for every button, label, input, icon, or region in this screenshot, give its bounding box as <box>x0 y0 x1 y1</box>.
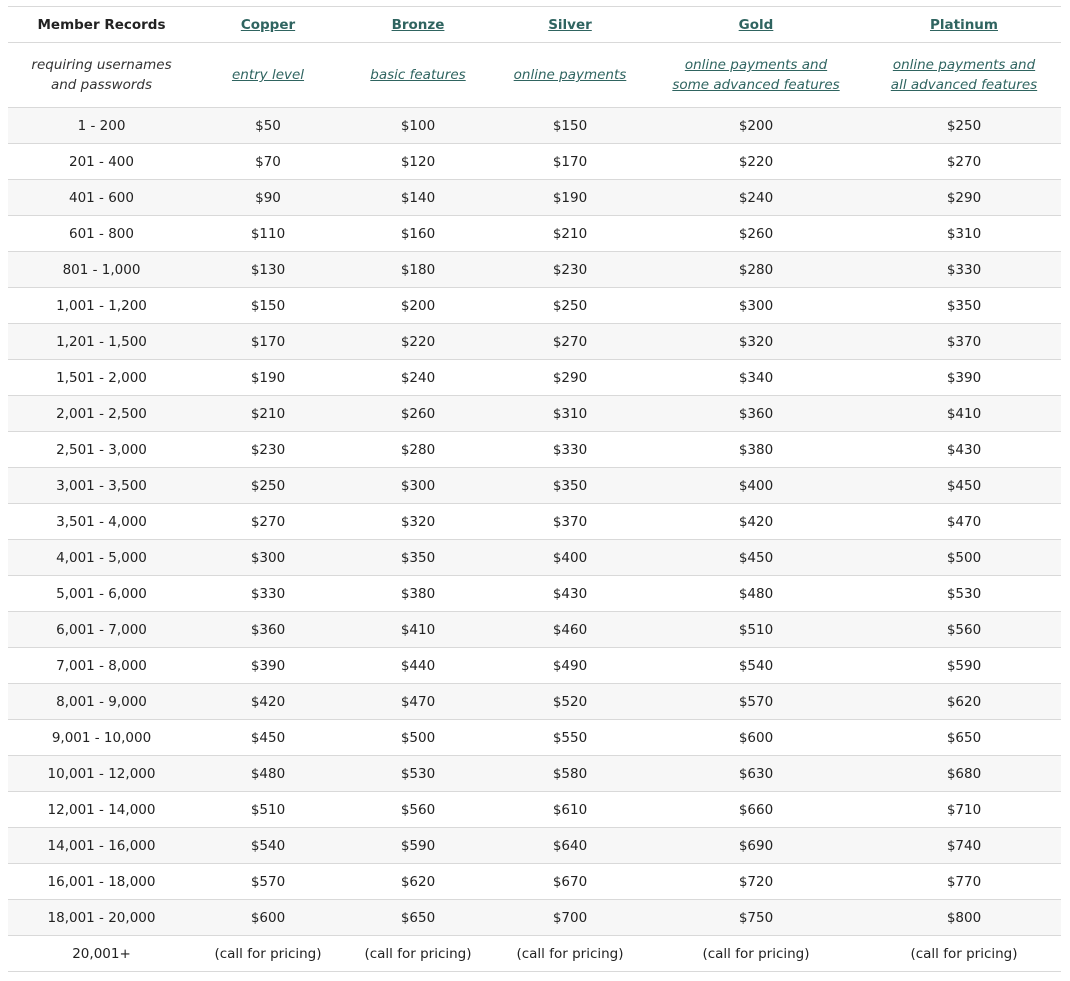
price-silver-cell: $330 <box>495 432 645 468</box>
table-row <box>8 468 1061 504</box>
price-copper-cell: $510 <box>195 792 341 828</box>
price-silver-cell: $640 <box>495 828 645 864</box>
price-copper-cell: $600 <box>195 900 341 936</box>
price-bronze-cell: (call for pricing) <box>341 936 495 972</box>
records-range-cell: 8,001 - 9,000 <box>8 684 195 720</box>
price-silver-cell: $610 <box>495 792 645 828</box>
price-bronze-cell: $160 <box>341 216 495 252</box>
price-bronze-cell: $560 <box>341 792 495 828</box>
table-row <box>8 720 1061 756</box>
price-gold-cell: $450 <box>645 540 867 576</box>
table-subheader-row <box>8 43 1061 108</box>
table-row <box>8 324 1061 360</box>
price-platinum-cell: $410 <box>867 396 1061 432</box>
tier-note-line: all advanced features <box>890 77 1038 93</box>
tier-note-silver[interactable] <box>514 65 627 85</box>
tier-header-copper <box>195 7 341 43</box>
price-gold-cell: (call for pricing) <box>645 936 867 972</box>
price-gold-cell: $540 <box>645 648 867 684</box>
tier-note-copper-cell <box>195 43 341 108</box>
price-gold-cell: $240 <box>645 180 867 216</box>
tier-note-line: online payments <box>513 67 627 83</box>
price-silver-cell: $520 <box>495 684 645 720</box>
records-range-cell: 4,001 - 5,000 <box>8 540 195 576</box>
records-range-cell: 601 - 800 <box>8 216 195 252</box>
table-row <box>8 684 1061 720</box>
price-silver-cell: $290 <box>495 360 645 396</box>
tier-note-line: online payments and <box>684 57 828 73</box>
price-copper-cell: $330 <box>195 576 341 612</box>
price-silver-cell: $580 <box>495 756 645 792</box>
price-copper-cell: $210 <box>195 396 341 432</box>
records-range-cell: 2,001 - 2,500 <box>8 396 195 432</box>
price-copper-cell: $90 <box>195 180 341 216</box>
tier-link-gold[interactable]: Gold <box>738 16 774 33</box>
price-platinum-cell: $710 <box>867 792 1061 828</box>
price-platinum-cell: $390 <box>867 360 1061 396</box>
price-copper-cell: $270 <box>195 504 341 540</box>
records-range-cell: 5,001 - 6,000 <box>8 576 195 612</box>
tier-link-silver[interactable]: Silver <box>548 16 592 33</box>
price-gold-cell: $480 <box>645 576 867 612</box>
price-gold-cell: $600 <box>645 720 867 756</box>
price-platinum-cell: $250 <box>867 108 1061 144</box>
price-platinum-cell: $590 <box>867 648 1061 684</box>
price-copper-cell: $420 <box>195 684 341 720</box>
price-bronze-cell: $470 <box>341 684 495 720</box>
table-header-row <box>8 7 1061 43</box>
price-bronze-cell: $300 <box>341 468 495 504</box>
price-silver-cell: $370 <box>495 504 645 540</box>
records-range-cell: 6,001 - 7,000 <box>8 612 195 648</box>
tier-note-bronze-cell <box>341 43 495 108</box>
price-copper-cell: $110 <box>195 216 341 252</box>
price-silver-cell: (call for pricing) <box>495 936 645 972</box>
tier-header-silver <box>495 7 645 43</box>
table-row <box>8 756 1061 792</box>
price-bronze-cell: $100 <box>341 108 495 144</box>
price-copper-cell: $230 <box>195 432 341 468</box>
price-platinum-cell: $290 <box>867 180 1061 216</box>
tier-link-copper[interactable]: Copper <box>240 16 296 33</box>
table-row <box>8 216 1061 252</box>
table-row <box>8 108 1061 144</box>
price-silver-cell: $700 <box>495 900 645 936</box>
price-gold-cell: $400 <box>645 468 867 504</box>
table-row <box>8 288 1061 324</box>
tier-link-bronze[interactable]: Bronze <box>391 16 445 33</box>
records-note-cell <box>8 43 195 108</box>
price-copper-cell: $570 <box>195 864 341 900</box>
table-row <box>8 504 1061 540</box>
price-silver-cell: $670 <box>495 864 645 900</box>
table-row <box>8 360 1061 396</box>
price-platinum-cell: $350 <box>867 288 1061 324</box>
table-row <box>8 144 1061 180</box>
table-row <box>8 576 1061 612</box>
price-gold-cell: $300 <box>645 288 867 324</box>
price-silver-cell: $490 <box>495 648 645 684</box>
price-silver-cell: $170 <box>495 144 645 180</box>
tier-note-line: online payments and <box>892 57 1036 73</box>
tier-note-line: basic features <box>370 67 466 83</box>
price-gold-cell: $200 <box>645 108 867 144</box>
price-gold-cell: $660 <box>645 792 867 828</box>
price-bronze-cell: $530 <box>341 756 495 792</box>
tier-link-platinum[interactable]: Platinum <box>929 16 998 33</box>
table-row <box>8 180 1061 216</box>
tier-note-bronze[interactable] <box>370 65 465 85</box>
records-range-cell: 1 - 200 <box>8 108 195 144</box>
table-row <box>8 252 1061 288</box>
price-copper-cell: $170 <box>195 324 341 360</box>
records-note <box>31 55 171 95</box>
price-bronze-cell: $410 <box>341 612 495 648</box>
price-silver-cell: $250 <box>495 288 645 324</box>
tier-note-line: some advanced features <box>672 77 840 93</box>
records-range-cell: 9,001 - 10,000 <box>8 720 195 756</box>
price-silver-cell: $310 <box>495 396 645 432</box>
price-platinum-cell: $740 <box>867 828 1061 864</box>
price-copper-cell: $70 <box>195 144 341 180</box>
records-note-line: requiring usernames <box>31 57 172 73</box>
price-bronze-cell: $320 <box>341 504 495 540</box>
price-copper-cell: $480 <box>195 756 341 792</box>
price-gold-cell: $320 <box>645 324 867 360</box>
price-platinum-cell: $500 <box>867 540 1061 576</box>
records-note-line: and passwords <box>50 77 153 93</box>
price-platinum-cell: $430 <box>867 432 1061 468</box>
records-range-cell: 801 - 1,000 <box>8 252 195 288</box>
records-range-cell: 1,001 - 1,200 <box>8 288 195 324</box>
tier-note-gold[interactable] <box>672 55 839 95</box>
price-silver-cell: $350 <box>495 468 645 504</box>
price-platinum-cell: (call for pricing) <box>867 936 1061 972</box>
price-bronze-cell: $440 <box>341 648 495 684</box>
records-range-cell: 401 - 600 <box>8 180 195 216</box>
price-bronze-cell: $140 <box>341 180 495 216</box>
price-bronze-cell: $500 <box>341 720 495 756</box>
price-bronze-cell: $350 <box>341 540 495 576</box>
table-row <box>8 432 1061 468</box>
price-silver-cell: $230 <box>495 252 645 288</box>
price-platinum-cell: $330 <box>867 252 1061 288</box>
price-bronze-cell: $260 <box>341 396 495 432</box>
price-platinum-cell: $270 <box>867 144 1061 180</box>
price-bronze-cell: $240 <box>341 360 495 396</box>
table-row <box>8 540 1061 576</box>
price-gold-cell: $220 <box>645 144 867 180</box>
price-bronze-cell: $620 <box>341 864 495 900</box>
tier-note-platinum[interactable] <box>891 55 1037 95</box>
table-row <box>8 828 1061 864</box>
price-platinum-cell: $370 <box>867 324 1061 360</box>
price-silver-cell: $430 <box>495 576 645 612</box>
price-bronze-cell: $590 <box>341 828 495 864</box>
price-platinum-cell: $800 <box>867 900 1061 936</box>
records-range-cell: 201 - 400 <box>8 144 195 180</box>
price-gold-cell: $750 <box>645 900 867 936</box>
tier-note-copper[interactable] <box>232 65 304 85</box>
price-gold-cell: $260 <box>645 216 867 252</box>
price-bronze-cell: $280 <box>341 432 495 468</box>
member-records-label: Member Records <box>37 16 166 33</box>
price-platinum-cell: $770 <box>867 864 1061 900</box>
tier-note-gold-cell <box>645 43 867 108</box>
records-range-cell: 3,001 - 3,500 <box>8 468 195 504</box>
price-gold-cell: $570 <box>645 684 867 720</box>
table-row <box>8 612 1061 648</box>
records-range-cell: 10,001 - 12,000 <box>8 756 195 792</box>
records-range-cell: 2,501 - 3,000 <box>8 432 195 468</box>
tier-note-platinum-cell <box>867 43 1061 108</box>
tier-header-platinum <box>867 7 1061 43</box>
price-copper-cell: $130 <box>195 252 341 288</box>
records-range-cell: 12,001 - 14,000 <box>8 792 195 828</box>
price-silver-cell: $460 <box>495 612 645 648</box>
price-gold-cell: $630 <box>645 756 867 792</box>
price-platinum-cell: $560 <box>867 612 1061 648</box>
price-silver-cell: $550 <box>495 720 645 756</box>
price-copper-cell: $50 <box>195 108 341 144</box>
records-range-cell: 3,501 - 4,000 <box>8 504 195 540</box>
price-bronze-cell: $220 <box>341 324 495 360</box>
table-row <box>8 900 1061 936</box>
price-copper-cell: $300 <box>195 540 341 576</box>
table-row <box>8 864 1061 900</box>
price-platinum-cell: $680 <box>867 756 1061 792</box>
records-range-cell: 20,001+ <box>8 936 195 972</box>
pricing-table-container <box>8 6 1061 972</box>
price-copper-cell: $190 <box>195 360 341 396</box>
price-copper-cell: $360 <box>195 612 341 648</box>
price-silver-cell: $190 <box>495 180 645 216</box>
price-copper-cell: $250 <box>195 468 341 504</box>
price-silver-cell: $270 <box>495 324 645 360</box>
table-row <box>8 396 1061 432</box>
tier-header-bronze <box>341 7 495 43</box>
price-copper-cell: $390 <box>195 648 341 684</box>
price-copper-cell: (call for pricing) <box>195 936 341 972</box>
tier-note-silver-cell <box>495 43 645 108</box>
records-range-cell: 16,001 - 18,000 <box>8 864 195 900</box>
table-row <box>8 936 1061 972</box>
records-range-cell: 1,501 - 2,000 <box>8 360 195 396</box>
records-range-cell: 1,201 - 1,500 <box>8 324 195 360</box>
price-gold-cell: $510 <box>645 612 867 648</box>
price-bronze-cell: $650 <box>341 900 495 936</box>
price-platinum-cell: $650 <box>867 720 1061 756</box>
price-copper-cell: $150 <box>195 288 341 324</box>
pricing-table-body <box>8 7 1061 972</box>
price-bronze-cell: $180 <box>341 252 495 288</box>
price-copper-cell: $450 <box>195 720 341 756</box>
price-silver-cell: $210 <box>495 216 645 252</box>
member-records-header <box>8 7 195 43</box>
table-row <box>8 792 1061 828</box>
price-platinum-cell: $470 <box>867 504 1061 540</box>
price-gold-cell: $340 <box>645 360 867 396</box>
price-silver-cell: $150 <box>495 108 645 144</box>
price-gold-cell: $280 <box>645 252 867 288</box>
price-gold-cell: $420 <box>645 504 867 540</box>
price-platinum-cell: $530 <box>867 576 1061 612</box>
price-copper-cell: $540 <box>195 828 341 864</box>
price-gold-cell: $380 <box>645 432 867 468</box>
price-gold-cell: $360 <box>645 396 867 432</box>
price-platinum-cell: $310 <box>867 216 1061 252</box>
price-platinum-cell: $450 <box>867 468 1061 504</box>
price-gold-cell: $690 <box>645 828 867 864</box>
records-range-cell: 7,001 - 8,000 <box>8 648 195 684</box>
records-range-cell: 18,001 - 20,000 <box>8 900 195 936</box>
price-bronze-cell: $380 <box>341 576 495 612</box>
price-platinum-cell: $620 <box>867 684 1061 720</box>
price-bronze-cell: $120 <box>341 144 495 180</box>
price-bronze-cell: $200 <box>341 288 495 324</box>
price-gold-cell: $720 <box>645 864 867 900</box>
pricing-table <box>8 6 1061 972</box>
records-range-cell: 14,001 - 16,000 <box>8 828 195 864</box>
tier-note-line: entry level <box>231 67 305 83</box>
price-silver-cell: $400 <box>495 540 645 576</box>
tier-header-gold <box>645 7 867 43</box>
table-row <box>8 648 1061 684</box>
